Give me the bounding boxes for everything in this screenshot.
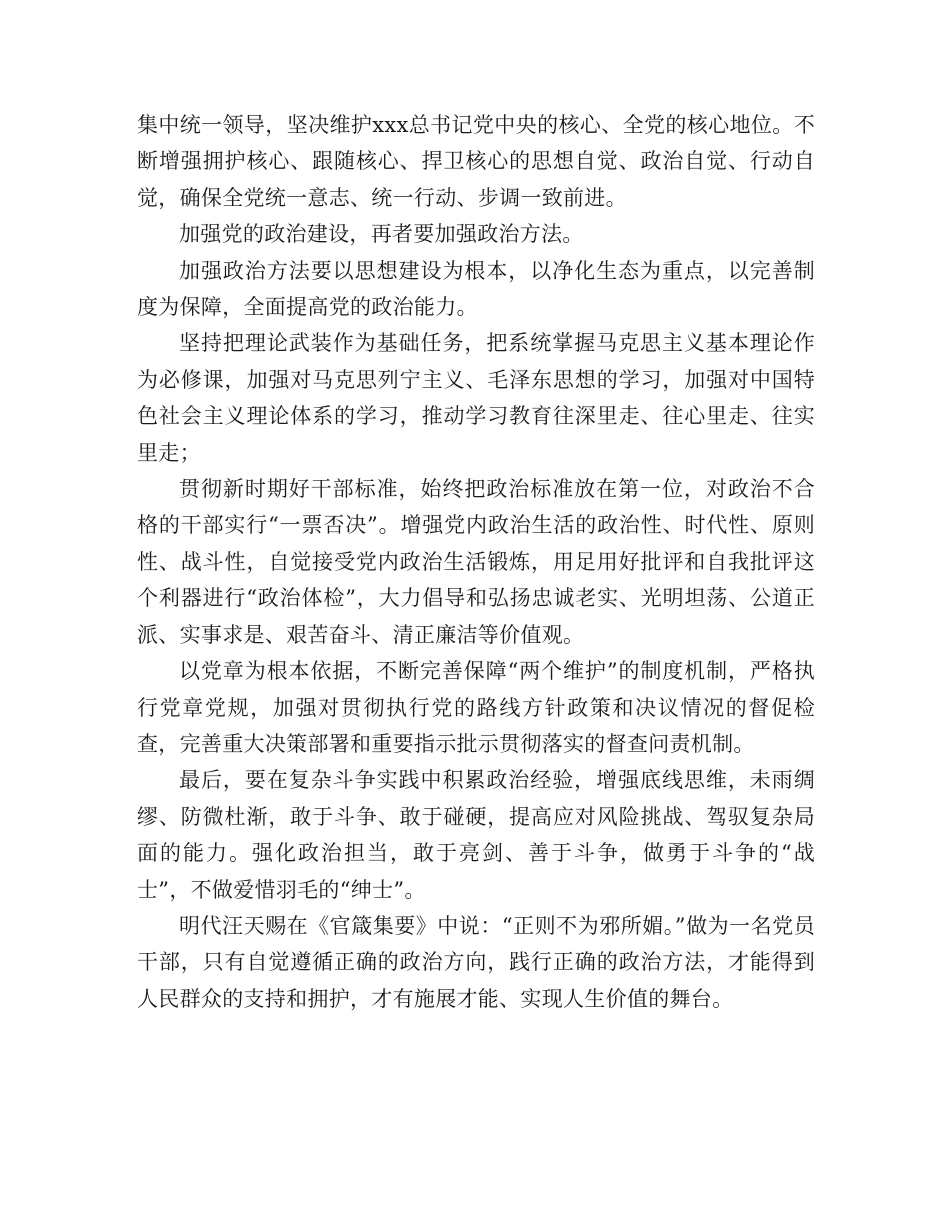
document-body <box>137 107 815 1017</box>
paragraph-5: 贯彻新时期好干部标准，始终把政治标准放在第一位，对政治不合格的干部实行“一票否决”。增强党内政治生活的政治性、时代性、原则性、战斗性，自觉接受党内政治生活锻炼，用足用好批评和自我批评这个利器进行“政治体检”，大力倡导和弘扬忠诚老实、光明坦荡、公道正派、实事求是、艰苦奋斗、清正廉洁等价值观。 <box>137 477 815 647</box>
paragraph-1: 集中统一领导，坚决维护xxx总书记党中央的核心、全党的核心地位。不断增强拥护核心、跟随核心、捍卫核心的思想自觉、政治自觉、行动自觉，确保全党统一意志、统一行动、步调一致前进。 <box>137 113 815 210</box>
paragraph-8: 明代汪天赐在《官箴集要》中说：“正则不为邪所媚。”做为一名党员干部，只有自觉遵循正确的政治方向，践行正确的政治方法，才能得到人民群众的支持和拥护，才有施展才能、实现人生价值的舞台。 <box>137 913 815 1011</box>
paragraph-3: 加强政治方法要以思想建设为根本，以净化生态为重点，以完善制度为保障，全面提高党的政治能力。 <box>137 258 815 320</box>
paragraph-2: 加强党的政治建设，再者要加强政治方法。 <box>179 222 584 247</box>
paragraph-7: 最后，要在复杂斗争实践中积累政治经验，增强底线思维，未雨绸缪、防微杜渐，敢于斗争、敢于碰硬，提高应对风险挑战、驾驭复杂局面的能力。强化政治担当，敢于亮剑、善于斗争，做勇于斗争的“战士”，不做爱惜羽毛的“绅士”。 <box>137 768 815 902</box>
paragraph-4: 坚持把理论武装作为基础任务，把系统掌握马克思主义基本理论作为必修课，加强对马克思列宁主义、毛泽东思想的学习，加强对中国特色社会主义理论体系的学习，推动学习教育往深里走、往心里走、往实里走； <box>137 331 815 465</box>
paragraph-6: 以党章为根本依据，不断完善保障“两个维护”的制度机制，严格执行党章党规，加强对贯彻执行党的路线方针政策和决议情况的督促检查，完善重大决策部署和重要指示批示贯彻落实的督查问责机制。 <box>137 659 815 756</box>
